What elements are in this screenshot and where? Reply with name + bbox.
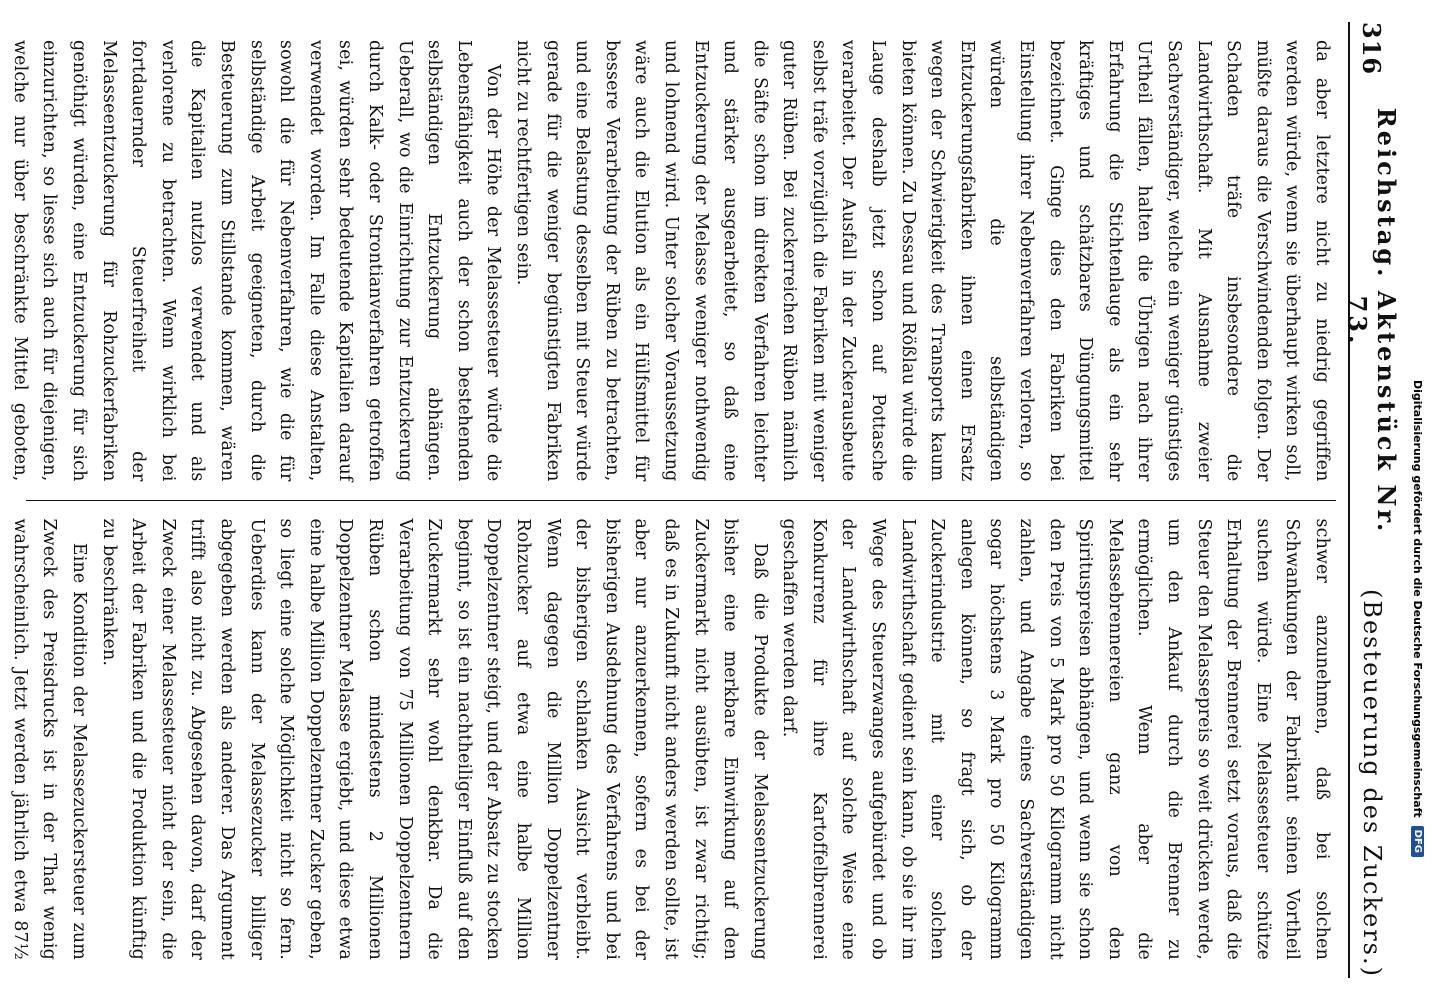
digitization-notice	[1408, 380, 1428, 1000]
paragraph: Daß die Produkte der Melassentzuckerung bisher eine merkbare Einwirkung auf den Zuckermarkt nicht ausübten, ist zwar richtig; daß es in Zukunft nicht anders werden sollte, ist aber nur anzuerkennen, sofern es bei der bisherigen Ausdehnung des Verfahrens und bei der bisherigen schlanken Ausicht verbleibt. Wenn dagegen die Million Doppelzentner Rohzucker auf etwa eine halbe Million Doppelzentner steigt, und der Absatz zu stocken beginnt, so ist ein nachtheiliger Einfluß auf den Zuckermarkt sehr wohl denkbar. Da die Verarbeitung von 75 Millionen Doppelzentnern Rüben schon mindestens 2 Millionen Doppelzentner Melasse ergiebt, und diese etwa eine halbe Million Doppelzentner Zucker geben, so liegt eine solche Möglichkeit nicht so fern. Ueberdies kann der Melassezucker billiger abgegeben werden als anderer. Das Argument trifft also nicht zu. Abgesehen davon, darf der Zweck einer Melassesteuer nicht der sein, die Arbeit der Fabriken und die Produktion künftig zu beschränken.	[98, 518, 770, 960]
dfg-logo: DFG	[1412, 826, 1425, 857]
header-subject: (Besteuerung des Zuckers.)	[1358, 588, 1386, 978]
paragraph: schwer anzunehmen, daß bei solchen Schwankungen der Fabrikant seinen Vortheil suchen würde. Eine Melassesteuer schütze Erhaltung der Brennerei setzt voraus, daß die Steuer den Melassepreis so weit drücken werde, um den Ankauf durch die Brenner zu ermöglichen. Wenn aber die Melassebrennereien ganz von den Spirituspreisen abhängen, und wenn sie schon den Preis von 5 Mark pro 50 Kilogramm nicht zahlen, und Angabe eines Sachverständigen sogar höchstens 3 Mark pro 50 Kilogramm anlegen können, so fragt sich, ob der Zuckerindustrie mit einer solchen Landwirthschaft gedient sein kann, ob sie ihr im Wege des Steuerzwanges aufgebürdet und ob der Landwirthschaft auf solche Weise eine Konkurrenz für ihre Kartoffelbrennerei geschaffen werden darf.	[779, 518, 1332, 960]
paragraph: Von der Höhe der Melassesteuer würde die Lebensfähigkeit auch der schon bestehenden selbständigen Entzuckerung abhängen. Ueberall, wo die Einrichtung zur Entzuckerung durch Kalk- oder Strontianverfahren getroffen sei, würden sehr bedeutende Kapitalien darauf verwendet worden. Im Falle diese Anstalten, sowohl die für Nebenverfahren, wie die für selbständige Arbeit geeigneten, durch die Besteuerung zum Stillstande kommen, wären die Kapitalien nutzlos verwendet und als verlorene zu betrachten. Wenn wirklich bei fortdauernder Steuerfreiheit der Melasseentzuckerung für Rohzuckerfabriken genöthigt würden, eine Entzuckerung für sich einzurichten, so liesse sich auch für diejenigen, welche nur über beschränkte Mittel geboten,	[9, 40, 504, 482]
paragraph: Eine Kondition der Melassezuckersteuer zum Zweck des Preisdrucks ist in der That wenig wahrscheinlich. Jetzt werden jährlich etwa 87½	[9, 518, 90, 960]
running-head	[1343, 22, 1401, 978]
right-column	[9, 500, 1336, 979]
text-columns	[9, 22, 1336, 978]
funding-notice-text: Digitalisierung gefördert durch die Deutsche Forschungsgemeinschaft	[1411, 380, 1425, 818]
left-column	[9, 22, 1336, 500]
header-title: Reichstag. Aktenstück Nr. 73.	[1343, 107, 1401, 535]
paragraph: da aber letztere nicht zu niedrig gegriffen werden würde, wenn sie überhaupt wirken soll, müßte daraus die Verschwindenden folgen. Der Schaden träfe insbesondere die Landwirthschaft. Mit Ausnahme zweier Sachverständiger, welche ein weniger günstiges Urtheil fällen, halten die Übrigen nach ihrer Erfahrung die Stichtenlauge als ein sehr kräftiges und schätzbares Düngungsmittel bezeichnet. Ginge dies den Fabriken bei Einstellung ihrer Nebenverfahren verloren, so würden die selbständigen Entzuckerungsfabriken ihnen einen Ersatz wegen der Schwierigkeit des Transports kaum bieten können. Zu Dessau und Rößlau würde die Lauge deshalb jetzt schon auf Pottasche verarbeitet. Der Ausfall in der Zuckerausbeute selbst träfe vorzüglich die Fabriken mit weniger guter Rüben. Bei zuckerreichen Rüben nämlich die Säfte schon im direkten Verfahren leichter und stärker ausgearbeitet, so daß eine Entzuckerung der Melasse weniger nothwendig und lohnend wird. Unter solcher Voraussetzung wäre auch die Elution als ein Hülfsmittel für bessere Verarbeitung der Rüben zu betrachten, und eine Belastung desselben mit Steuer würde gerade für die weniger begünstigten Fabriken nicht zu rechtfertigen sein.	[512, 40, 1332, 482]
page-number: 316	[1357, 22, 1387, 76]
scanned-page	[9, 10, 1416, 990]
